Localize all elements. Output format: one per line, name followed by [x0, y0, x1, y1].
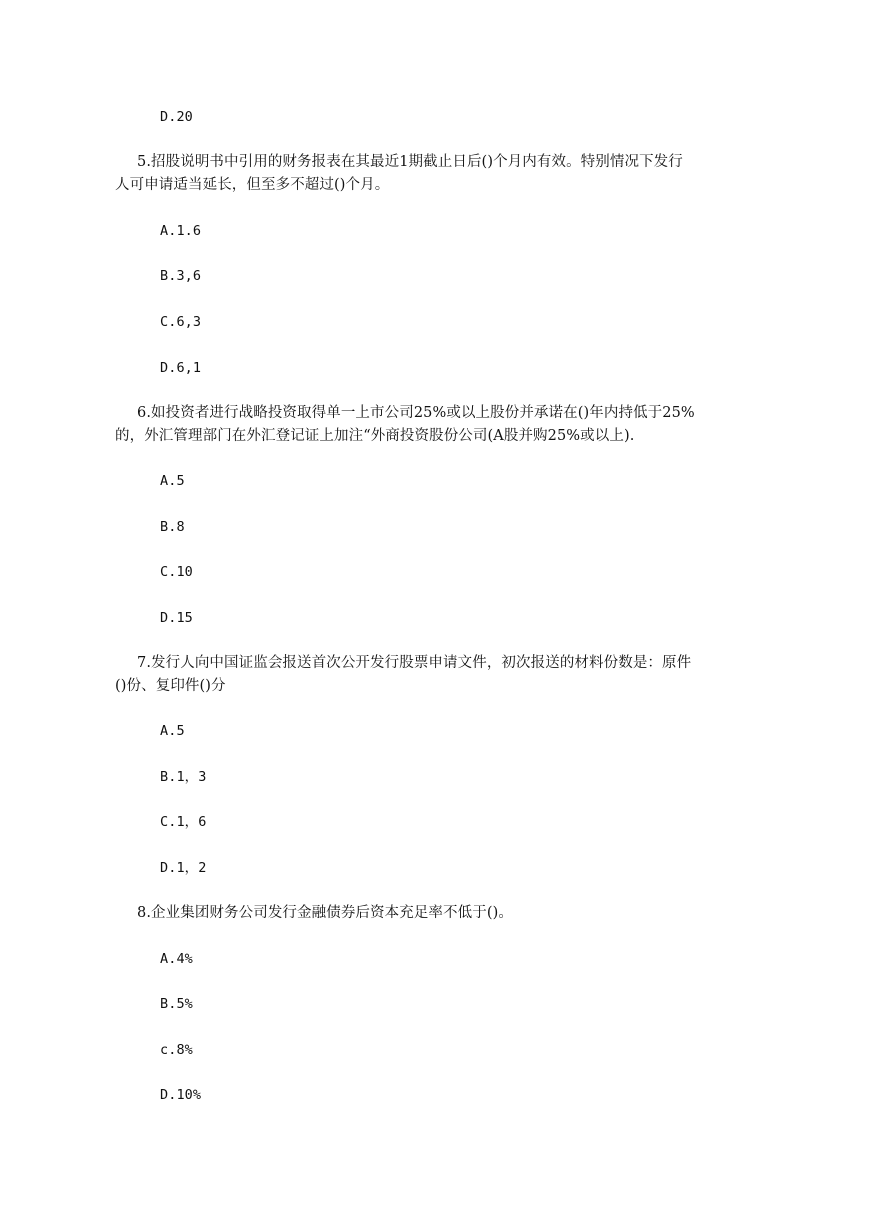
- q7-text-line-2: ()份、复印件()分: [115, 678, 226, 694]
- q6-option-d: D.15: [160, 610, 193, 626]
- q8-option-a: A.4%: [160, 951, 193, 967]
- q6-text-line-2: 的，外汇管理部门在外汇登记证上加注“外商投资股份公司(A股并购25%或以上).: [115, 428, 635, 444]
- q8-text-line-1: 8.企业集团财务公司发行金融债券后资本充足率不低于()。: [137, 905, 513, 921]
- q5-option-a: A.1.6: [160, 223, 202, 239]
- q6-option-a: A.5: [160, 473, 185, 489]
- q5-option-c: C.6,3: [160, 314, 202, 330]
- q8-option-c: c.8%: [160, 1042, 193, 1058]
- q7-option-d: D.1，2: [160, 860, 207, 876]
- q7-text-line-1: 7.发行人向中国证监会报送首次公开发行股票申请文件，初次报送的材料份数是：原件: [137, 655, 692, 671]
- q8-option-b: B.5%: [160, 996, 193, 1012]
- q6-option-b: B.8: [160, 519, 185, 535]
- q5-option-b: B.3,6: [160, 268, 202, 284]
- q7-option-b: B.1，3: [160, 769, 207, 785]
- q7-option-c: C.1，6: [160, 814, 207, 830]
- q5-text-line-1: 5.招股说明书中引用的财务报表在其最近1期截止日后()个月内有效。特别情况下发行: [137, 154, 683, 170]
- q5-text-line-2: 人可申请适当延长，但至多不超过()个月。: [115, 177, 390, 193]
- q4-option-d: D.20: [160, 109, 193, 125]
- q5-option-d: D.6,1: [160, 360, 202, 376]
- q7-option-a: A.5: [160, 723, 185, 739]
- q6-text-line-1: 6.如投资者进行战略投资取得单一上市公司25%或以上股份并承诺在()年内持低于25%: [137, 405, 695, 421]
- q6-option-c: C.10: [160, 564, 193, 580]
- q8-option-d: D.10%: [160, 1087, 202, 1103]
